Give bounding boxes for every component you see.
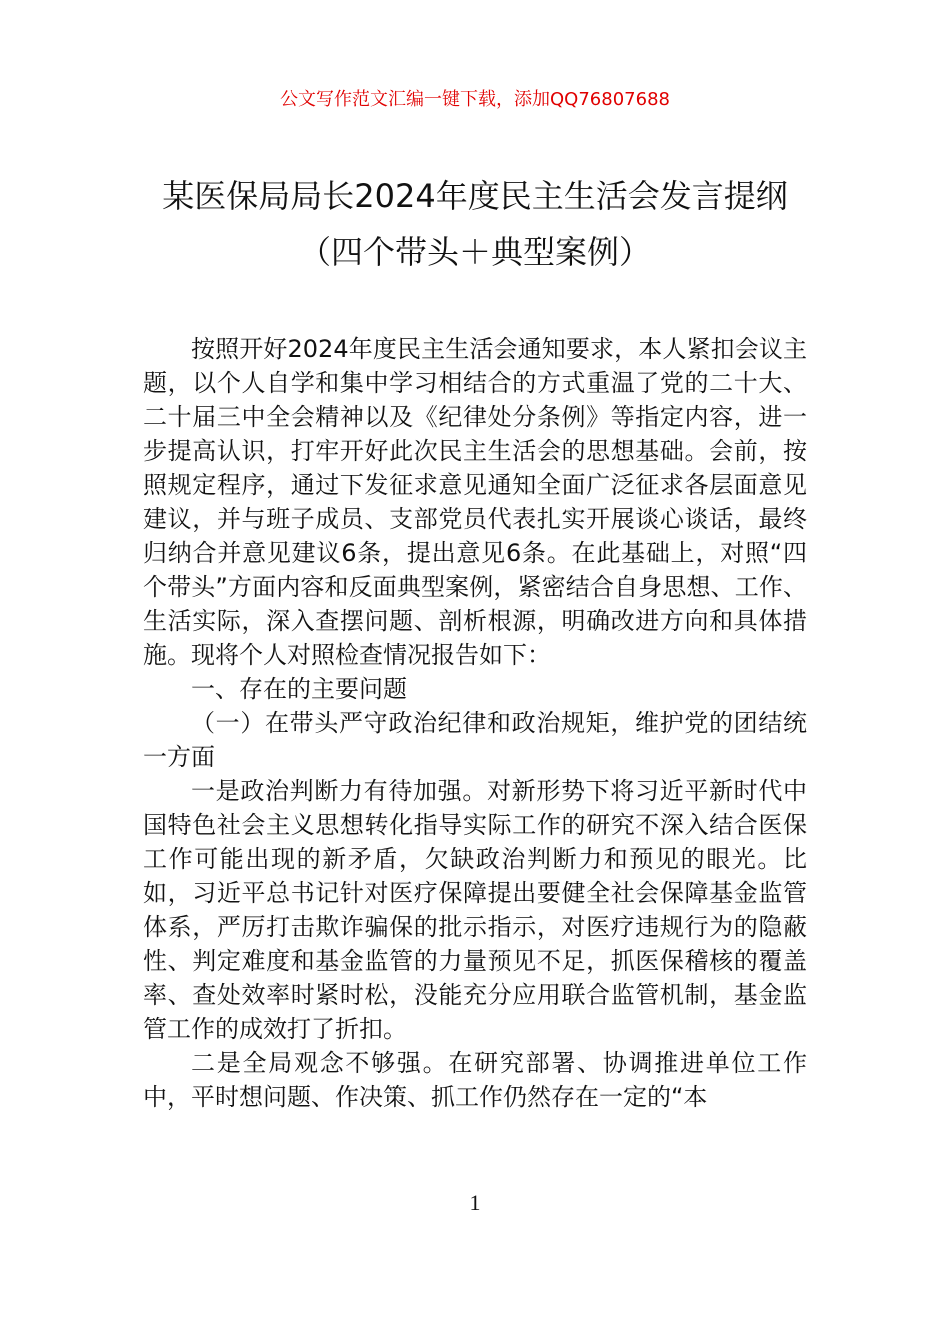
document-title: 某医保局局长2024年度民主生活会发言提纲（四个带头＋典型案例）	[162, 177, 788, 271]
paragraph-point-1: 一是政治判断力有待加强。对新形势下将习近平新时代中国特色社会主义思想转化指导实际工作的研究不深入结合医保工作可能出现的新矛盾，欠缺政治判断力和预见的眼光。比如，习近平总书记针对医疗保障提出要健全社会保障基金监管体系，严厉打击欺诈骗保的批示指示，对医疗违规行为的隐蔽性、判定难度和基金监管的力量预见不足，抓医保稽核的覆盖率、查处效率时紧时松，没能充分应用联合监管机制，基金监管工作的成效打了折扣。	[143, 777, 807, 1043]
page-number: 1	[469, 1190, 481, 1215]
subsection-heading-1: （一）在带头严守政治纪律和政治规矩，维护党的团结统一方面	[143, 709, 807, 771]
download-banner: 公文写作范文汇编一键下载，添加QQ76807688	[280, 89, 670, 110]
paragraph-point-2: 二是全局观念不够强。在研究部署、协调推进单位工作中，平时想问题、作决策、抓工作仍然存在一定的“本	[143, 1049, 807, 1111]
document-body	[143, 332, 807, 1114]
paragraph-intro: 按照开好2024年度民主生活会通知要求，本人紧扣会议主题，以个人自学和集中学习相结合的方式重温了党的二十大、二十届三中全会精神以及《纪律处分条例》等指定内容，进一步提高认识，打牢开好此次民主生活会的思想基础。会前，按照规定程序，通过下发征求意见通知全面广泛征求各层面意见建议，并与班子成员、支部党员代表扎实开展谈心谈话，最终归纳合并意见建议6条，提出意见6条。在此基础上，对照“四个带头”方面内容和反面典型案例，紧密结合自身思想、工作、生活实际，深入查摆问题、剖析根源，明确改进方向和具体措施。现将个人对照检查情况报告如下：	[143, 335, 807, 669]
section-heading-1: 一、存在的主要问题	[191, 675, 407, 703]
